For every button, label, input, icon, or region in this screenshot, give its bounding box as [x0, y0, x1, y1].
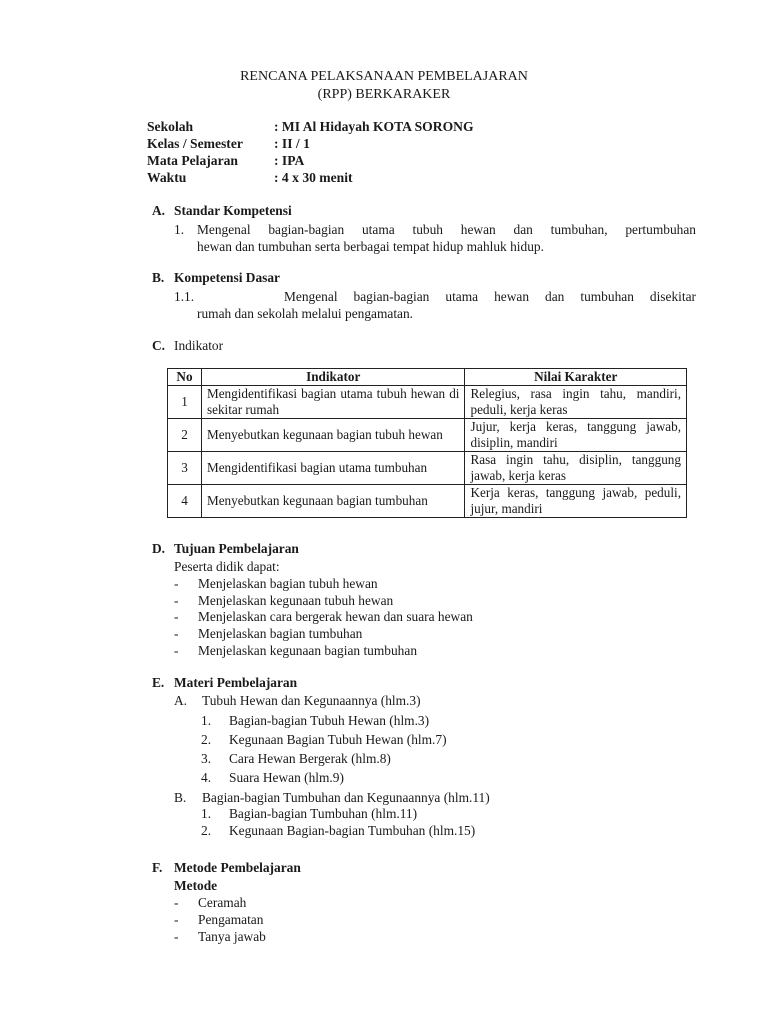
- document-subtitle: (RPP) BERKARAKER: [317, 87, 451, 102]
- info-key: Waktu: [147, 170, 187, 185]
- info-key: Mata Pelajaran: [147, 153, 238, 168]
- table-row: [168, 452, 687, 485]
- section-d-intro: Peserta didik dapat:: [174, 559, 280, 574]
- info-key: Sekolah: [147, 119, 194, 134]
- table-cell-indikator: Mengidentifikasi bagian utama tumbuhan: [201, 452, 465, 485]
- table-header-row: [168, 369, 687, 386]
- info-row: [147, 118, 474, 135]
- section-a-text: 1. Mengenal bagian-bagian utama tubuh hewan dan tumbuhan, pertumbuhan hewan dan tumbuhan serta berbagai tempat hidup mahluk hidup.: [174, 222, 696, 254]
- list-item: - Tanya jawab: [174, 929, 266, 944]
- list-item: - Pengamatan: [174, 912, 264, 927]
- table-cell-nilai: Relegius, rasa ingin tahu, mandiri, peduli, kerja keras: [465, 386, 687, 419]
- list-item: 1. Bagian-bagian Tubuh Hewan (hlm.3): [201, 713, 430, 728]
- table-header: Indikator: [201, 369, 465, 386]
- table-cell-nilai: Rasa ingin tahu, disiplin, tanggung jawab, kerja keras: [465, 452, 687, 485]
- info-value: : IPA: [274, 153, 305, 168]
- info-value: : II / 1: [274, 136, 310, 151]
- table-cell-indikator: Mengidentifikasi bagian utama tubuh hewan di sekitar rumah: [201, 386, 465, 419]
- table-cell-nilai: Kerja keras, tanggung jawab, peduli, jujur, mandiri: [465, 485, 687, 518]
- table-header: No: [168, 369, 202, 386]
- materi-group-b: B. Bagian-bagian Tumbuhan dan Kegunaannya (hlm.11): [174, 790, 490, 805]
- info-row: [147, 135, 474, 152]
- table-cell-no: 4: [168, 485, 202, 518]
- identity-block: [147, 118, 474, 186]
- section-f-heading: F. Metode Pembelajaran: [152, 860, 301, 875]
- info-value: : MI Al Hidayah KOTA SORONG: [274, 119, 474, 134]
- list-item: 3. Cara Hewan Bergerak (hlm.8): [201, 751, 391, 766]
- list-item: - Ceramah: [174, 895, 247, 910]
- table-cell-indikator: Menyebutkan kegunaan bagian tubuh hewan: [201, 419, 465, 452]
- table-row: [168, 386, 687, 419]
- section-f-subheading: Metode: [174, 878, 218, 893]
- document-title: RENCANA PELAKSANAAN PEMBELAJARAN: [240, 69, 528, 84]
- section-b-heading: B. Kompetensi Dasar: [152, 270, 281, 285]
- table-cell-no: 1: [168, 386, 202, 419]
- table-row: [168, 485, 687, 518]
- section-b-text: 1.1. Mengenal bagian-bagian utama hewan dan tumbuhan disekitar rumah dan sekolah melalui pengamatan.: [174, 289, 696, 321]
- info-row: [147, 152, 474, 169]
- info-value: : 4 x 30 menit: [274, 170, 353, 185]
- table-cell-no: 2: [168, 419, 202, 452]
- table-cell-no: 3: [168, 452, 202, 485]
- list-item: 2. Kegunaan Bagian-bagian Tumbuhan (hlm.15): [201, 823, 476, 838]
- section-a-heading: A. Standar Kompetensi: [152, 203, 292, 218]
- table-row: [168, 419, 687, 452]
- section-d-heading: D. Tujuan Pembelajaran: [152, 541, 299, 556]
- list-item: 1. Bagian-bagian Tumbuhan (hlm.11): [201, 806, 418, 821]
- list-item: - Menjelaskan kegunaan tubuh hewan: [174, 593, 394, 608]
- info-row: [147, 169, 474, 186]
- list-item: 2. Kegunaan Bagian Tubuh Hewan (hlm.7): [201, 732, 447, 747]
- indikator-table: [167, 368, 687, 518]
- info-key: Kelas / Semester: [147, 136, 243, 151]
- list-item: - Menjelaskan bagian tubuh hewan: [174, 576, 378, 591]
- table-cell-nilai: Jujur, kerja keras, tanggung jawab, disiplin, mandiri: [465, 419, 687, 452]
- table-cell-indikator: Menyebutkan kegunaan bagian tumbuhan: [201, 485, 465, 518]
- section-c-heading: C. Indikator: [152, 338, 224, 353]
- list-item: - Menjelaskan cara bergerak hewan dan suara hewan: [174, 609, 473, 624]
- list-item: - Menjelaskan kegunaan bagian tumbuhan: [174, 643, 418, 658]
- section-e-heading: E. Materi Pembelajaran: [152, 675, 298, 690]
- list-item: - Menjelaskan bagian tumbuhan: [174, 626, 363, 641]
- list-item: 4. Suara Hewan (hlm.9): [201, 770, 344, 785]
- table-header: Nilai Karakter: [465, 369, 687, 386]
- materi-group-a: A. Tubuh Hewan dan Kegunaannya (hlm.3): [174, 693, 421, 708]
